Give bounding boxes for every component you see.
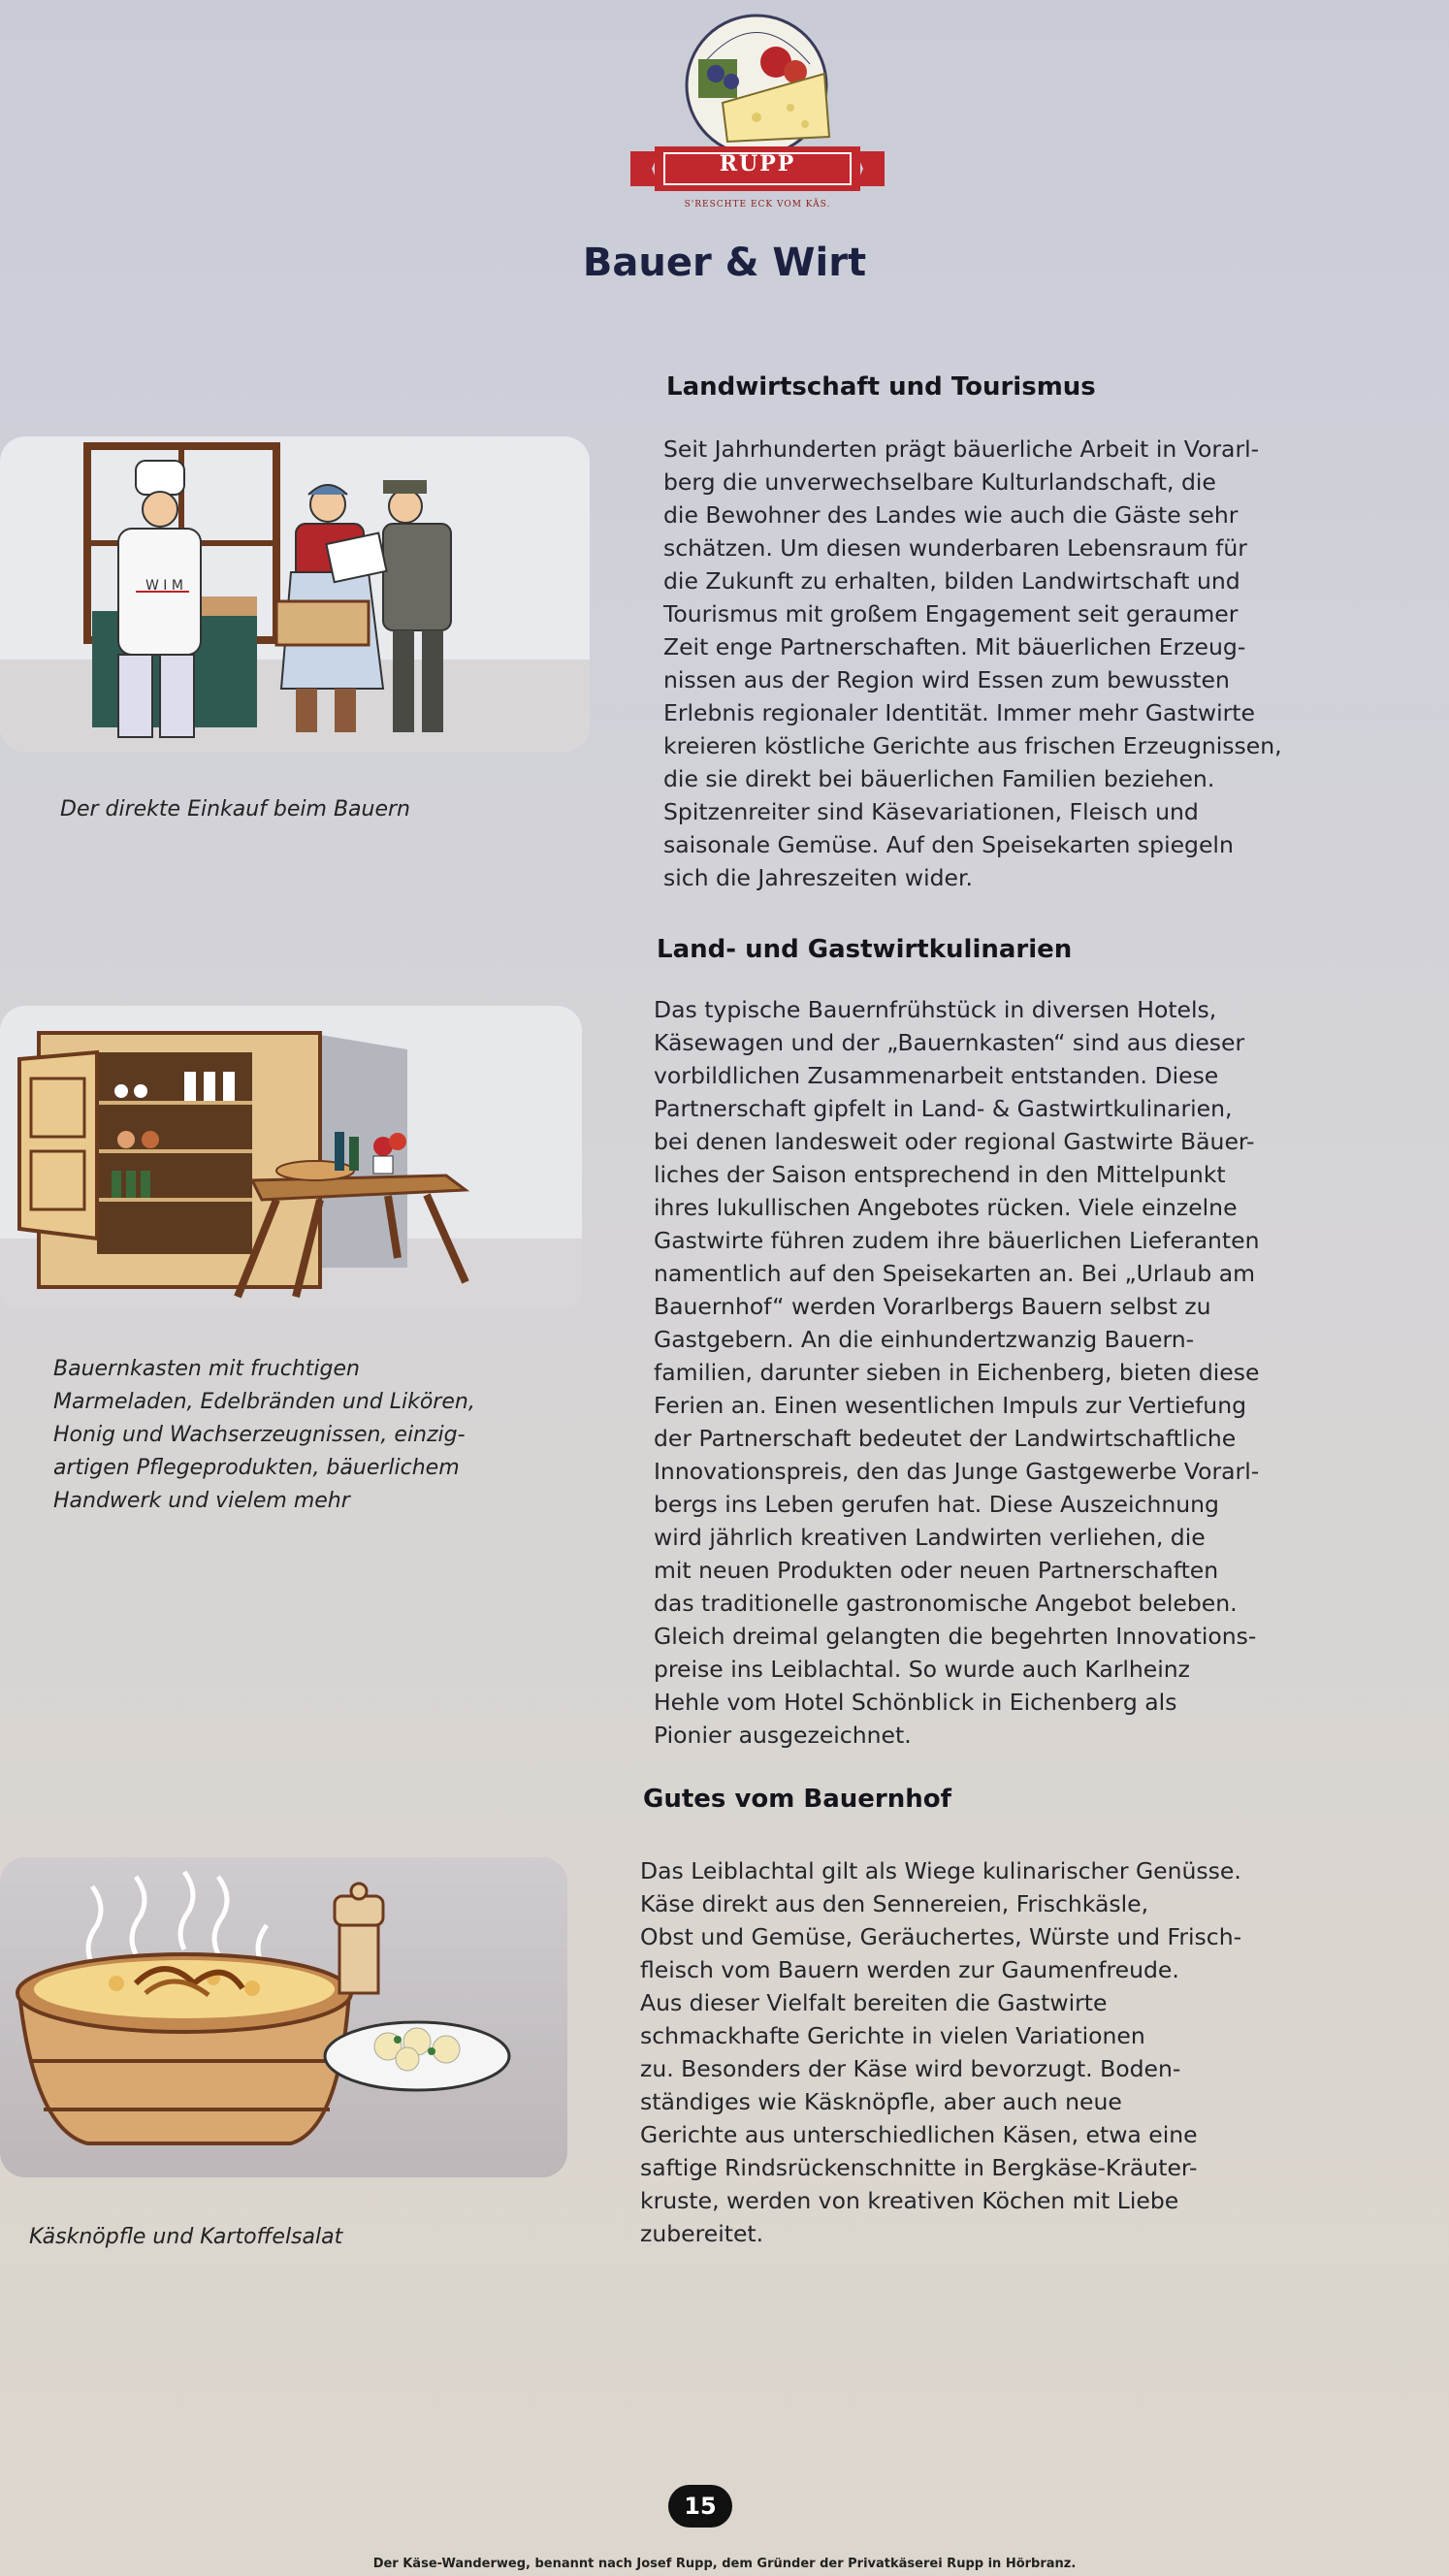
caption-3: Käsknöpfle und Kartoffelsalat xyxy=(29,2225,343,2249)
kaesknoepfle-dish-icon xyxy=(0,1857,567,2177)
section-body-1: Seit Jahrhunderten prägt bäuerliche Arbeit in Vorarl- berg die unverwechselbare Kulturlandschaft, die die Bewohner des Landes wie auch die Gäste sehr schätzen. Um diesen wunderbaren Lebensraum für die Zukunft zu erhalten, bilden Landwirtschaft und Tourismus mit großem Engagement seit geraumer Zeit enge Partnerschaften. Mit bäuerlichen Erzeug- nissen aus der Region wird Essen zum bewussten Erlebnis regionaler Identität. Immer mehr Gastwirte kreieren köstliche Gerichte aus frischen Erzeugnissen, die sie direkt bei bäuerlichen Familien beziehen. Spitzenreiter sind Käsevariationen, Fleisch und saisonale Gemüse. Auf den Speisekarten spiegeln sich die Jahreszeiten wider. xyxy=(663,435,1282,891)
caption-1: Der direkte Einkauf beim Bauern xyxy=(60,797,411,821)
rupp-logo xyxy=(630,6,885,214)
illustration-farm-purchase xyxy=(0,436,590,752)
section-body-3: Das Leiblachtal gilt als Wiege kulinarischer Genüsse. Käse direkt aus den Sennereien, Frischkäsle, Obst und Gemüse, Geräuchertes, Würste und Frisch- fleisch vom Bauern werden zur Gaumenfreude. Aus dieser Vielfalt bereiten die Gastwirte schmackhafte Gerichte in vielen Variationen zu. Besonders der Käse wird bevorzugt. Boden- ständiges wie Käsknöpfle, aber auch neue Gerichte aus unterschiedlichen Käsen, etwa eine saftige Rindsrückenschnitte in Bergkäse-Kräuter- kruste, werden von kreativen Köchen mit Liebe zubereitet. xyxy=(640,1857,1242,2247)
apron-text: W I M xyxy=(145,578,183,594)
logo-tagline: S'RESCHTE ECK VOM KÄS. xyxy=(684,200,831,209)
illustration-kaesknoepfle xyxy=(0,1857,567,2177)
logo-emblem-icon xyxy=(630,6,885,214)
farm-purchase-scene-icon xyxy=(0,436,590,752)
logo-brand: RUPP xyxy=(719,151,796,177)
section-heading-2: Land- und Gastwirtkulinarien xyxy=(657,935,1073,964)
page-title: Bauer & Wirt xyxy=(582,241,867,285)
section-heading-3: Gutes vom Bauernhof xyxy=(643,1785,951,1814)
footer-note: Der Käse-Wanderweg, benannt nach Josef Rupp, dem Gründer der Privatkäserei Rupp in Hörbranz. xyxy=(372,2557,1077,2571)
illustration-bauernkasten xyxy=(0,1006,582,1310)
section-heading-1: Landwirtschaft und Tourismus xyxy=(666,372,1096,402)
cabinet-scene-icon xyxy=(0,1006,582,1310)
page-number-badge: 15 xyxy=(668,2485,732,2528)
caption-2: Bauernkasten mit fruchtigen Marmeladen, Edelbränden und Likören, Honig und Wachserzeugnissen, einzig- artigen Pflegeprodukten, bäuerlichem Handwerk und vielem mehr xyxy=(53,1357,475,1513)
section-body-2: Das typische Bauernfrühstück in diversen Hotels, Käsewagen und der „Bauernkasten“ sind aus dieser vorbildlichen Zusammenarbeit entstanden. Diese Partnerschaft gipfelt in Land- & Gastwirtkulinarien, bei denen landesweit oder regional Gastwirte Bäuer- liches der Saison entsprechend in den Mittelpunkt ihres lukullischen Angebotes rücken. Viele einzelne Gastwirte führen zudem ihre bäuerlichen Lieferanten namentlich auf den Speisekarten an. Bei „Urlaub am Bauernhof“ werden Vorarlbergs Bauern selbst zu Gastgebern. An die einhundertzwanzig Bauern- familien, darunter sieben in Eichenberg, bieten diese Ferien an. Einen wesentlichen Impuls zur Vertiefung der Partnerschaft bedeutet der Landwirtschaftliche Innovationspreis, den das Junge Gastgewerbe Vorarl- bergs ins Leben gerufen hat. Diese Auszeichnung wird jährlich kreativen Landwirten verliehen, die mit neuen Produkten oder neuen Partnerschaften das traditionelle gastronomische Angebot beleben. Gleich dreimal gelangten die begehrten Innovations- preise ins Leiblachtal. So wurde auch Karlheinz Hehle vom Hotel Schönblick in Eichenberg als Pionier ausgezeichnet. xyxy=(654,996,1260,1749)
